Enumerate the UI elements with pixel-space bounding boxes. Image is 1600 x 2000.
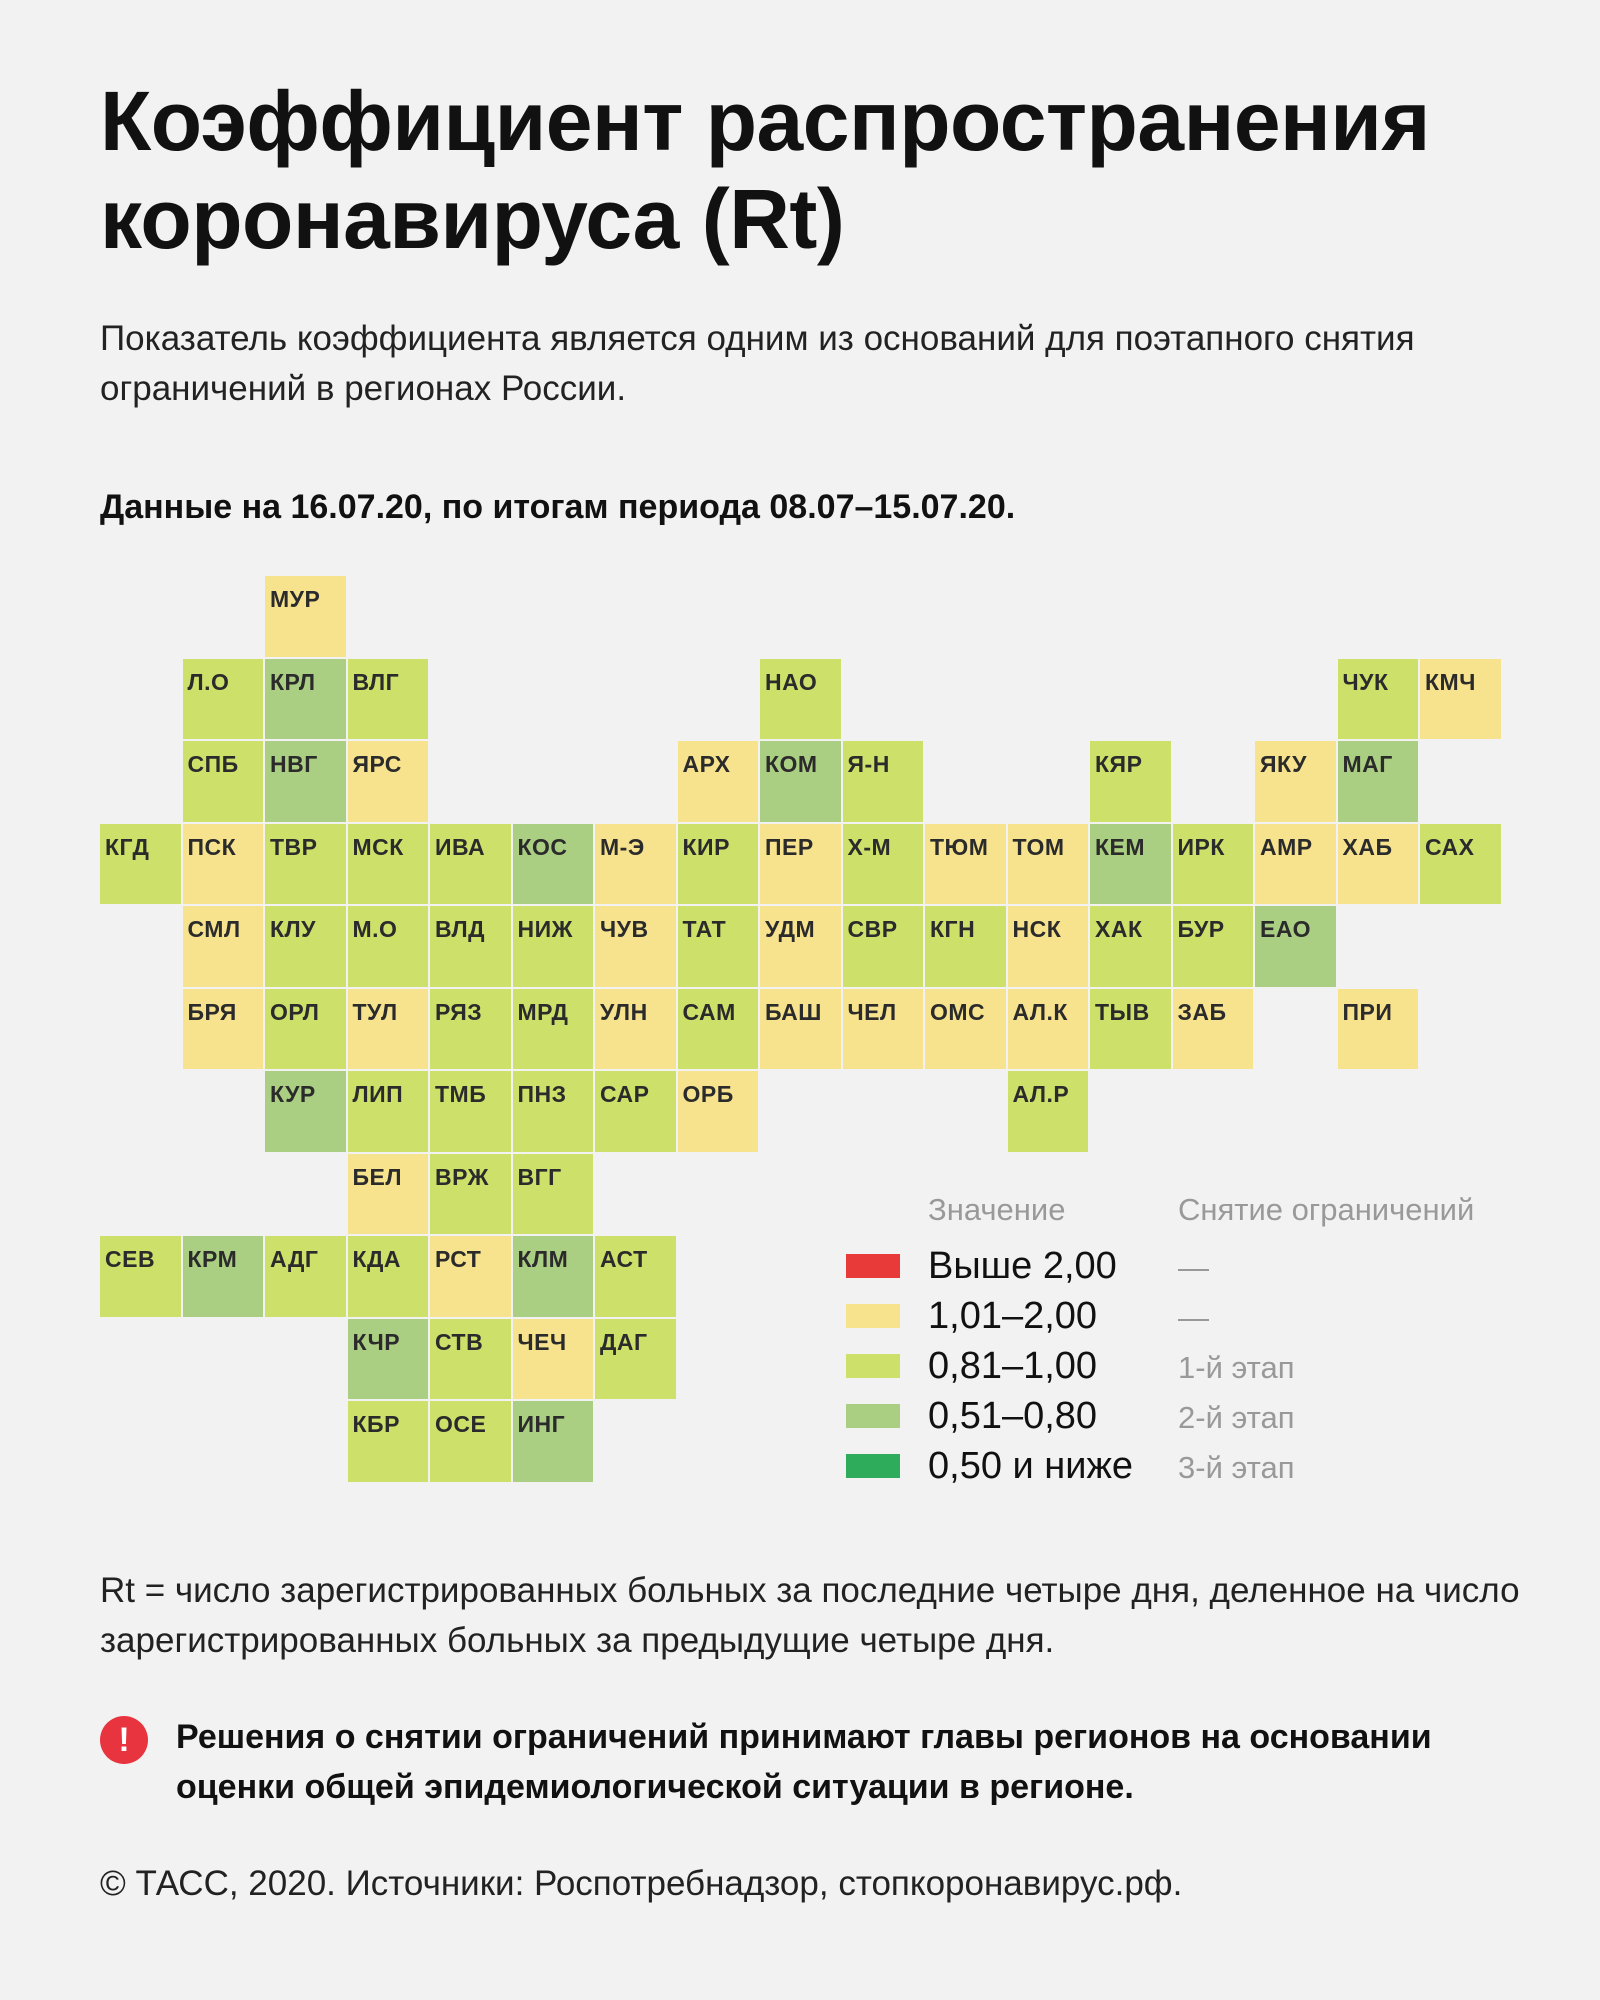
region-tile: НСК (1008, 906, 1091, 989)
legend-row (846, 1242, 1546, 1292)
legend-row (846, 1392, 1546, 1442)
region-tile: МРД (513, 989, 596, 1072)
region-tile: ПСК (183, 824, 266, 907)
subtitle: Показатель коэффициента является одним из оснований для поэтапного снятия ограничений в регионах России. (100, 319, 1415, 408)
region-tile: КЧР (348, 1319, 431, 1402)
region-tile: БАШ (760, 989, 843, 1072)
region-tile: БЕЛ (348, 1154, 431, 1237)
legend-swatch (846, 1454, 900, 1478)
region-tile: ЯКУ (1255, 741, 1338, 824)
region-tile: РСТ (430, 1236, 513, 1319)
region-tile: ТОМ (1008, 824, 1091, 907)
region-tile: КЛМ (513, 1236, 596, 1319)
region-tile: КУР (265, 1071, 348, 1154)
region-tile: КБР (348, 1401, 431, 1484)
region-tile: КДА (348, 1236, 431, 1319)
legend-range: 1,01–2,00 (928, 1295, 1098, 1337)
region-tile: КЯР (1090, 741, 1173, 824)
legend-swatch (846, 1304, 900, 1328)
region-tile: ДАГ (595, 1319, 678, 1402)
region-tile: Х-М (843, 824, 926, 907)
region-tile: САР (595, 1071, 678, 1154)
region-tile: ВГГ (513, 1154, 596, 1237)
legend-stage: 3-й этап (1178, 1450, 1295, 1485)
region-tile: ТЫВ (1090, 989, 1173, 1072)
region-tile: М-Э (595, 824, 678, 907)
region-tile: КМЧ (1420, 659, 1503, 742)
region-tile: УДМ (760, 906, 843, 989)
region-tile: М.О (348, 906, 431, 989)
legend-stage: 2-й этап (1178, 1400, 1295, 1435)
region-tile: КГН (925, 906, 1008, 989)
region-tile: МСК (348, 824, 431, 907)
region-tile: НВГ (265, 741, 348, 824)
region-tile: ПНЗ (513, 1071, 596, 1154)
region-tile: БУР (1173, 906, 1256, 989)
region-tile: РЯЗ (430, 989, 513, 1072)
region-tile: АРХ (678, 741, 761, 824)
legend-stage: 1-й этап (1178, 1350, 1295, 1385)
region-tile: ЗАБ (1173, 989, 1256, 1072)
region-tile: ОРБ (678, 1071, 761, 1154)
region-tile: ИНГ (513, 1401, 596, 1484)
region-tile: КЛУ (265, 906, 348, 989)
region-tile: КРМ (183, 1236, 266, 1319)
legend-swatch (846, 1354, 900, 1378)
region-tile: КГД (100, 824, 183, 907)
legend (846, 1192, 1546, 1492)
region-tile: Я-Н (843, 741, 926, 824)
region-tile: ОМС (925, 989, 1008, 1072)
region-tile: СТВ (430, 1319, 513, 1402)
region-tile: ПРИ (1338, 989, 1421, 1072)
legend-range: 0,81–1,00 (928, 1345, 1098, 1387)
region-tile: САХ (1420, 824, 1503, 907)
legend-range: 0,50 и ниже (928, 1445, 1134, 1487)
region-tile: МУР (265, 576, 348, 659)
region-tile: ИРК (1173, 824, 1256, 907)
region-tile: АЛ.К (1008, 989, 1091, 1072)
exclamation-icon: ! (100, 1716, 148, 1764)
legend-value-header: Значение (928, 1192, 1066, 1227)
legend-stage: — (1178, 1300, 1209, 1335)
region-tile: ЧЕЛ (843, 989, 926, 1072)
legend-stage: — (1178, 1250, 1209, 1285)
legend-row (846, 1342, 1546, 1392)
region-tile: ЛИП (348, 1071, 431, 1154)
region-tile: ХАБ (1338, 824, 1421, 907)
region-tile: ТЮМ (925, 824, 1008, 907)
region-tile: АДГ (265, 1236, 348, 1319)
legend-row (846, 1292, 1546, 1342)
region-tile: НАО (760, 659, 843, 742)
warning-note: Решения о снятии ограничений принимают главы регионов на основании оценки общей эпидемиологической ситуации в регионе. (176, 1718, 1432, 1806)
region-tile: ЧУВ (595, 906, 678, 989)
region-tile: ТВР (265, 824, 348, 907)
region-tile: АСТ (595, 1236, 678, 1319)
date-line: Данные на 16.07.20, по итогам периода 08.07–15.07.20. (100, 488, 1016, 526)
legend-swatch (846, 1404, 900, 1428)
region-tile: КИР (678, 824, 761, 907)
legend-range: 0,51–0,80 (928, 1395, 1098, 1437)
region-tile: КОМ (760, 741, 843, 824)
source-credit: © ТАСС, 2020. Источники: Роспотребнадзор, стопкоронавирус.рф. (100, 1864, 1183, 1903)
region-tile: ЧУК (1338, 659, 1421, 742)
region-tile: ВЛГ (348, 659, 431, 742)
region-tile: УЛН (595, 989, 678, 1072)
region-tile: ЯРС (348, 741, 431, 824)
region-tile: КЕМ (1090, 824, 1173, 907)
region-tile: БРЯ (183, 989, 266, 1072)
region-tile: СПБ (183, 741, 266, 824)
region-tile: СМЛ (183, 906, 266, 989)
region-tile: ВЛД (430, 906, 513, 989)
region-tile: СЕВ (100, 1236, 183, 1319)
legend-stage-header: Снятие ограничений (1178, 1192, 1475, 1227)
region-tile: ВРЖ (430, 1154, 513, 1237)
region-tile: АМР (1255, 824, 1338, 907)
region-tile: ЧЕЧ (513, 1319, 596, 1402)
region-tile: ОРЛ (265, 989, 348, 1072)
legend-swatch (846, 1254, 900, 1278)
region-tile: ПЕР (760, 824, 843, 907)
region-tile: ЕАО (1255, 906, 1338, 989)
region-tile: НИЖ (513, 906, 596, 989)
region-tile: АЛ.Р (1008, 1071, 1091, 1154)
region-tile: ТАТ (678, 906, 761, 989)
page-title: Коэффициент распространения коронавируса (Rt) (100, 74, 1430, 266)
region-tile: ХАК (1090, 906, 1173, 989)
region-tile: МАГ (1338, 741, 1421, 824)
legend-row (846, 1442, 1546, 1492)
region-tile: СВР (843, 906, 926, 989)
region-tile: КРЛ (265, 659, 348, 742)
rt-formula: Rt = число зарегистрированных больных за последние четыре дня, деленное на число зарегистрированных больных за предыдущие четыре дня. (100, 1571, 1520, 1660)
region-tile: ТУЛ (348, 989, 431, 1072)
region-tile: ИВА (430, 824, 513, 907)
region-tile: КОС (513, 824, 596, 907)
region-tile: ОСЕ (430, 1401, 513, 1484)
region-tile: ТМБ (430, 1071, 513, 1154)
region-tile: САМ (678, 989, 761, 1072)
region-tile: Л.О (183, 659, 266, 742)
legend-range: Выше 2,00 (928, 1245, 1117, 1287)
